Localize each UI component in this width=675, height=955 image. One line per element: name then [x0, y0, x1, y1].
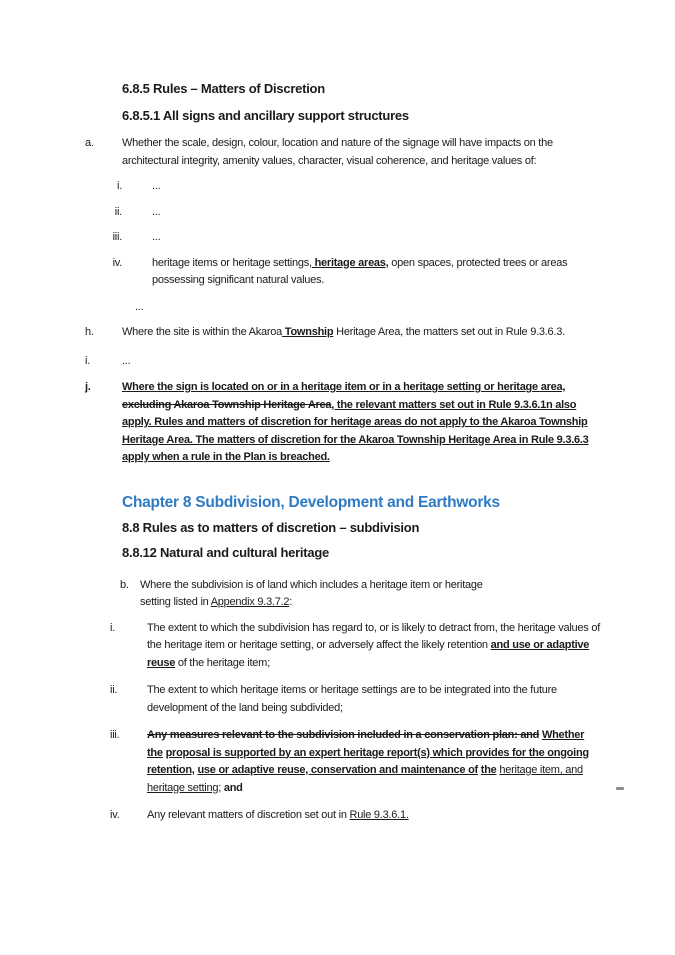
list-item-i — [104, 178, 600, 196]
list-item-a — [85, 135, 600, 170]
list-item-text: Whether the scale, design, colour, location and nature of the signage will have impacts on the architectural integrity, amenity values, character, visual coherence, and heritage values of: — [122, 137, 553, 167]
list-item-j — [85, 379, 600, 467]
list-item-text: Where the sign is located on or in a heritage item or in a heritage setting or heritage area, excluding Akaroa Township Heritage Area, the relevant matters set out in Rule 9.3.6.1n also apply. Rules and matters of discretion for heritage areas do not apply to the Akaroa Township Heritage Area. The matters of discretion for the Akaroa Township Heritage Area in Rule 9.3.6.3 apply when a rule in the Plan is breached. — [122, 381, 589, 463]
change-dash-icon — [616, 787, 624, 790]
list-item-i-alpha — [85, 353, 600, 371]
list-marker: a. — [85, 137, 94, 149]
list-marker: iii. — [110, 729, 120, 741]
list-item-text: Any relevant matters of discretion set out in Rule 9.3.6.1. — [147, 809, 409, 821]
heading-6-8-5-1: 6.8.5.1 All signs and ancillary support structures — [122, 108, 409, 123]
list-item-b-iv — [110, 807, 600, 825]
heading-8-8-12: 8.8.12 Natural and cultural heritage — [122, 544, 330, 560]
list-item-text: ... — [152, 231, 161, 243]
list-marker: iv. — [110, 809, 120, 821]
list-item-text: Where the subdivision is of land which includes a heritage item or heritage setting listed in Appendix 9.3.7.2: — [140, 578, 483, 608]
list-marker: i. — [117, 180, 122, 192]
list-item-b — [120, 577, 600, 612]
list-item-ii — [104, 204, 600, 222]
heading-8-8: 8.8 Rules as to matters of discretion – subdivision — [122, 519, 420, 535]
list-item-b-i — [110, 620, 600, 673]
list-item-iv — [104, 255, 600, 290]
list-marker: i. — [85, 354, 90, 367]
list-marker: j. — [85, 381, 91, 393]
list-marker: i. — [110, 621, 115, 634]
ellipsis-placeholder: ... — [135, 300, 144, 313]
chapter-8-title: Chapter 8 Subdivision, Development and Earthworks — [122, 493, 500, 511]
list-marker: iv. — [112, 256, 122, 269]
list-item-iii — [104, 229, 600, 247]
list-item-text: The extent to which the subdivision has regard to, or is likely to detract from, the heritage values of the heritage item or heritage setting, or adversely affect the likely retention and use or adaptive reuse of the heritage item; — [147, 621, 600, 669]
list-item-h — [85, 324, 600, 342]
heading-6-8-5: 6.8.5 Rules – Matters of Discretion — [122, 81, 325, 96]
list-item-text: Where the site is within the Akaroa Township Heritage Area, the matters set out in Rule 9.3.6.3. — [122, 326, 565, 338]
list-marker: ii. — [114, 205, 122, 218]
list-item-b-ii — [110, 682, 600, 717]
list-marker: ii. — [110, 684, 118, 696]
list-marker: iii. — [112, 231, 122, 243]
list-item-text: heritage items or heritage settings, heritage areas, open spaces, protected trees or areas possessing significant natural values. — [152, 256, 568, 286]
list-marker: h. — [85, 326, 94, 338]
list-item-text: The extent to which heritage items or heritage settings are to be integrated into the future development of the land being subdivided; — [147, 684, 557, 714]
list-marker: b. — [120, 578, 129, 591]
list-item-text: ... — [122, 354, 131, 367]
list-item-b-iii — [110, 727, 600, 797]
list-item-text: ... — [152, 205, 161, 218]
list-item-text: Any measures relevant to the subdivision included in a conservation plan: and Whether the proposal is supported by an expert heritage report(s) which provides for the ongoing retention, use or adaptive reuse, conservation and maintenance of the heritage item, and heritage setting; and — [147, 729, 589, 794]
list-item-text: ... — [152, 180, 161, 192]
